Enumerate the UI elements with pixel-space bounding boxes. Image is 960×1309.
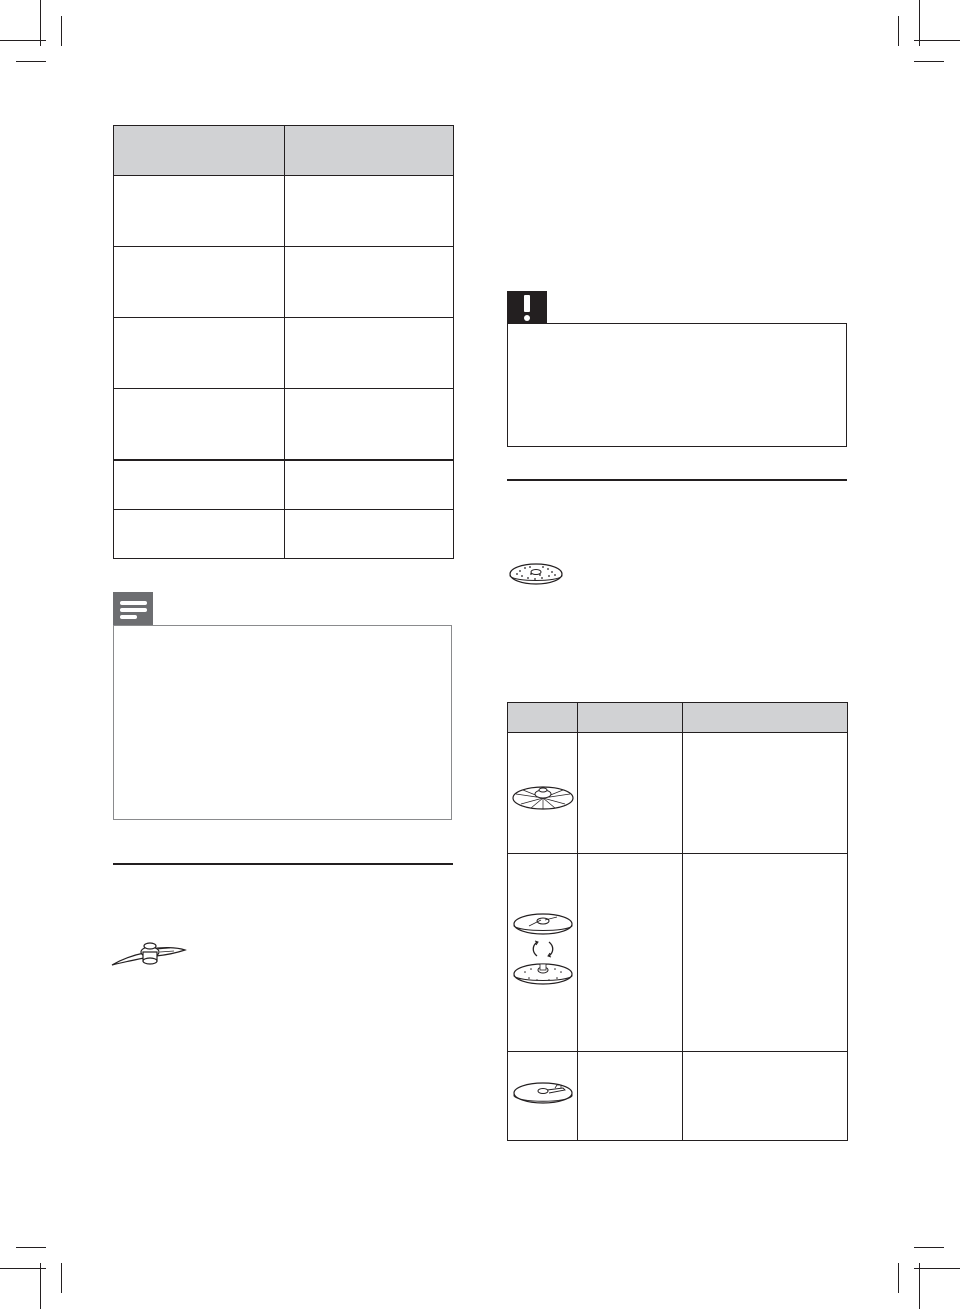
table-cell bbox=[285, 510, 454, 559]
chopping-blade-icon bbox=[110, 938, 188, 968]
table-row bbox=[114, 460, 454, 510]
table-cell bbox=[578, 1052, 683, 1141]
table-header-row bbox=[508, 703, 848, 733]
table-cell bbox=[683, 1052, 848, 1141]
table-cell bbox=[285, 318, 454, 389]
note-box bbox=[113, 625, 452, 820]
table-row bbox=[114, 247, 454, 318]
table-header-row bbox=[114, 126, 454, 176]
table-row bbox=[114, 389, 454, 460]
section-divider bbox=[113, 863, 453, 865]
table-row bbox=[508, 854, 848, 1052]
table-cell bbox=[508, 854, 578, 1052]
header-cell bbox=[578, 703, 683, 733]
table-row bbox=[114, 176, 454, 247]
warning-box bbox=[507, 323, 847, 447]
table-cell bbox=[508, 1052, 578, 1141]
table-cell bbox=[683, 733, 848, 854]
table-cell bbox=[114, 389, 285, 460]
table-cell bbox=[285, 389, 454, 460]
table-row bbox=[508, 1052, 848, 1141]
table-row bbox=[114, 318, 454, 389]
emulsifying-disc-icon bbox=[511, 782, 575, 814]
slicing-disc-icon bbox=[511, 1079, 575, 1109]
header-cell bbox=[508, 703, 578, 733]
table-row bbox=[508, 733, 848, 854]
table-cell bbox=[578, 854, 683, 1052]
table-cell bbox=[114, 460, 285, 510]
table-cell bbox=[285, 247, 454, 318]
left-table bbox=[113, 125, 454, 559]
header-cell bbox=[285, 126, 454, 176]
table-cell bbox=[114, 176, 285, 247]
section-divider bbox=[507, 479, 847, 481]
note-icon bbox=[113, 592, 153, 626]
table-cell bbox=[285, 176, 454, 247]
table-row bbox=[114, 510, 454, 559]
right-table bbox=[507, 702, 848, 1141]
header-cell bbox=[114, 126, 285, 176]
table-cell bbox=[578, 733, 683, 854]
reversible-disc-icon bbox=[511, 908, 575, 992]
header-cell bbox=[683, 703, 848, 733]
exclamation-icon bbox=[507, 291, 547, 324]
table-cell bbox=[508, 733, 578, 854]
table-cell bbox=[114, 510, 285, 559]
grating-disc-icon bbox=[508, 559, 564, 587]
table-cell bbox=[285, 460, 454, 510]
table-cell bbox=[114, 318, 285, 389]
table-cell bbox=[114, 247, 285, 318]
table-cell bbox=[683, 854, 848, 1052]
